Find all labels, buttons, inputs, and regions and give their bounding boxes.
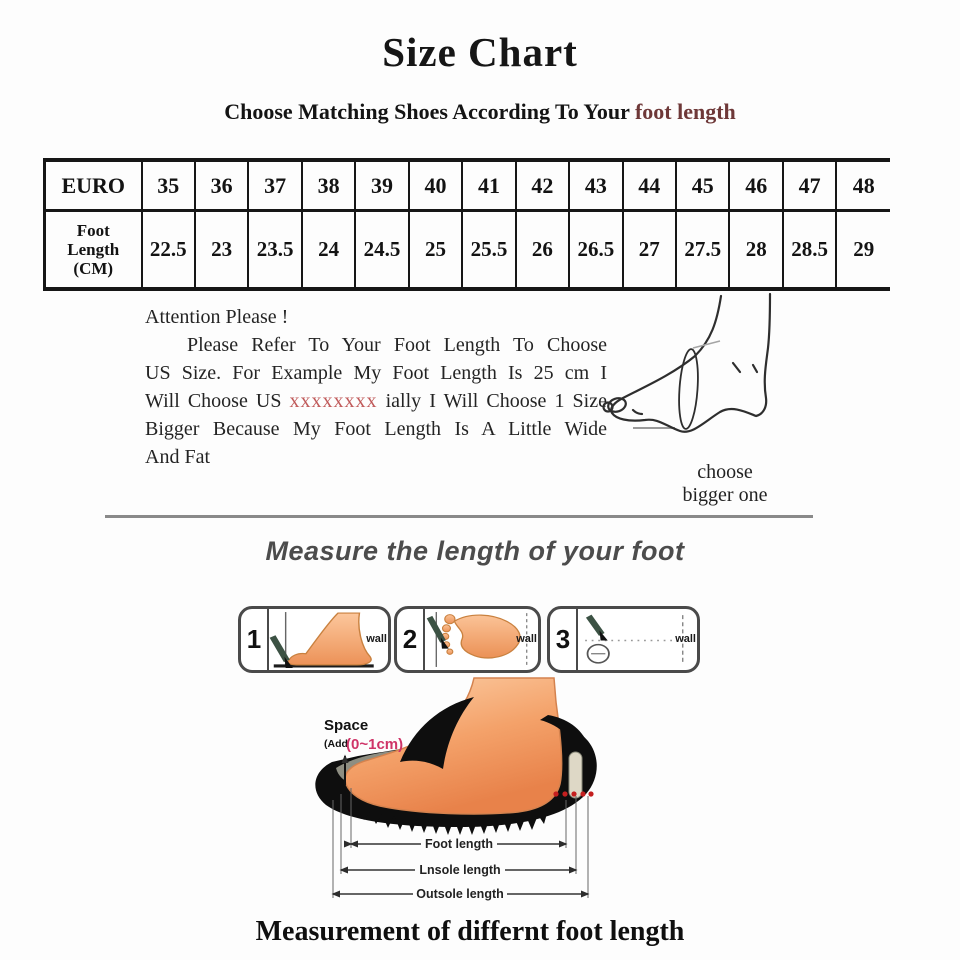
insole-length-label: Lnsole length xyxy=(419,863,501,877)
measure-section-heading: Measure the length of your foot xyxy=(265,536,685,566)
table-cell: 43 xyxy=(569,160,622,211)
subtitle-main: Choose Matching Shoes According To Your xyxy=(224,99,635,124)
table-cell: 45 xyxy=(676,160,729,211)
table-cell: 42 xyxy=(516,160,569,211)
table-cell: 35 xyxy=(142,160,195,211)
step-number: 3 xyxy=(550,609,578,670)
choose-bigger-line2: bigger one xyxy=(682,484,768,506)
outsole-length-label: Outsole length xyxy=(416,887,504,901)
table-cell: 41 xyxy=(462,160,515,211)
table-cell: 37 xyxy=(248,160,301,211)
table-cell: 38 xyxy=(302,160,355,211)
toe-crease xyxy=(633,410,642,414)
toe xyxy=(445,615,455,624)
choose-bigger-note xyxy=(650,461,800,507)
foot-side-view xyxy=(288,613,371,665)
size-table-footlength-row xyxy=(45,211,891,290)
attention-line: US Size. For Example My Foot Length Is 25 cm I xyxy=(145,362,607,384)
section-divider xyxy=(105,515,813,518)
size-table-euro-row xyxy=(45,160,891,211)
table-cell: 47 xyxy=(783,160,836,211)
table-cell: 46 xyxy=(729,160,782,211)
diagram-caption: Measurement of differnt foot length xyxy=(255,916,685,947)
attention-line: And Fat xyxy=(145,446,210,468)
attention-note xyxy=(145,303,607,471)
table-cell: 25.5 xyxy=(462,211,515,290)
footlength-header-cell: Foot Length (CM) xyxy=(45,211,142,290)
wall-label: wall xyxy=(675,632,696,645)
choose-bigger-line1: choose xyxy=(697,461,753,483)
page-title: Size Chart xyxy=(382,29,578,75)
size-table xyxy=(43,158,890,291)
table-cell: 24.5 xyxy=(355,211,408,290)
table-cell: 40 xyxy=(409,160,462,211)
shoe-measurement-diagram xyxy=(298,672,642,922)
attention-line: Bigger Because My Foot Length Is A Little Wide xyxy=(145,418,607,440)
subtitle xyxy=(0,99,960,125)
foot-length-label: Foot length xyxy=(424,837,494,851)
attention-heading: Attention Please ! xyxy=(145,306,289,328)
toe xyxy=(447,649,453,654)
table-cell: 26 xyxy=(516,211,569,290)
table-cell: 26.5 xyxy=(569,211,622,290)
table-cell: 28 xyxy=(729,211,782,290)
table-cell: 44 xyxy=(623,160,676,211)
table-cell: 39 xyxy=(355,160,408,211)
table-cell: 23.5 xyxy=(248,211,301,290)
subtitle-accent: foot length xyxy=(634,99,736,124)
attention-line4-pre: Will Choose US xyxy=(145,390,290,412)
table-cell: 28.5 xyxy=(783,211,836,290)
attention-line: Please Refer To Your Foot Length To Choose xyxy=(187,334,607,356)
step-number: 2 xyxy=(397,609,425,670)
table-cell: 27 xyxy=(623,211,676,290)
step-3-graphic xyxy=(578,609,697,670)
table-cell: 29 xyxy=(836,211,890,290)
table-cell: 22.5 xyxy=(142,211,195,290)
step-1-graphic xyxy=(269,609,388,670)
measure-step-3 xyxy=(547,606,700,673)
attention-redacted-text: xxxxxxxx xyxy=(289,390,378,412)
space-range-label: (0~1cm) xyxy=(346,736,404,753)
space-add-label: (Add xyxy=(324,738,348,750)
measure-step-1 xyxy=(238,606,391,673)
table-cell: 25 xyxy=(409,211,462,290)
step-2-graphic xyxy=(425,609,538,670)
measure-step-2 xyxy=(394,606,541,673)
ankle-tick-right xyxy=(753,365,757,372)
table-cell: 27.5 xyxy=(676,211,729,290)
table-cell: 23 xyxy=(195,211,248,290)
attention-line4-post: ially I Will Choose 1 Size xyxy=(377,390,607,412)
heel-pad xyxy=(569,752,582,798)
wall-label: wall xyxy=(366,632,387,645)
attention-line xyxy=(145,387,607,415)
ankle-tick-left xyxy=(733,363,740,372)
table-cell: 24 xyxy=(302,211,355,290)
step-number: 1 xyxy=(241,609,269,670)
table-cell: 48 xyxy=(836,160,890,211)
foot-sketch-illustration xyxy=(600,288,780,460)
space-label: Space xyxy=(324,717,369,734)
wall-label: wall xyxy=(516,632,537,645)
toe xyxy=(443,625,451,632)
footprint-top-view xyxy=(454,615,520,658)
table-cell: 36 xyxy=(195,160,248,211)
euro-header-cell: EURO xyxy=(45,160,142,211)
